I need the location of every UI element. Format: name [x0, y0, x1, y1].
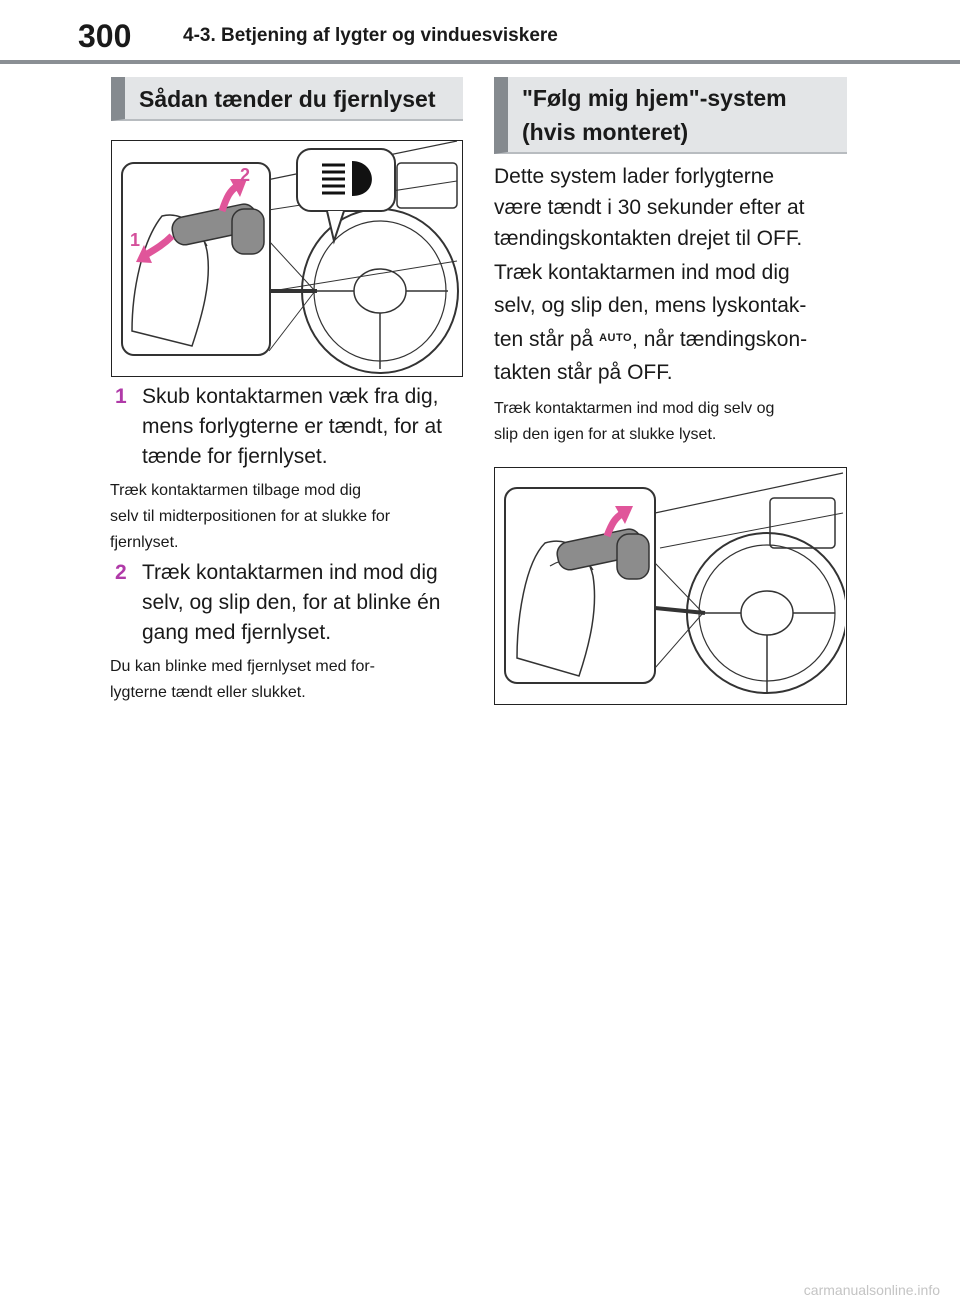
high-beam-diagram [112, 141, 461, 375]
paragraph-line: takten står på OFF. [494, 361, 673, 384]
note-line: Træk kontaktarmen ind mod dig selv og [494, 400, 775, 417]
follow-me-home-illustration [494, 467, 847, 705]
arrow-label-1: 1 [130, 230, 141, 250]
follow-me-home-diagram [495, 468, 845, 703]
section-title: 4-3. Betjening af lygter og vinduesviskere [183, 25, 558, 46]
paragraph-line: være tændt i 30 sekunder efter at [494, 196, 805, 219]
step-2-number: 2 [115, 561, 127, 584]
follow-me-home-description [494, 161, 854, 254]
step-1 [115, 382, 465, 474]
note-line: Du kan blinke med fjernlyset med for- [110, 658, 375, 675]
page-header [0, 0, 960, 62]
step-2 [115, 558, 465, 650]
note-turn-off-light [494, 396, 854, 448]
follow-me-home-instruction [494, 256, 854, 389]
note-line: selv til midterpositionen for at slukke for [110, 508, 391, 525]
text-fragment: , når tændingskon- [632, 328, 808, 351]
note-line: fjernlyset. [110, 534, 179, 551]
note-line: Træk kontaktarmen tilbage mod dig [110, 482, 362, 499]
step-1-number: 1 [115, 385, 127, 408]
step-1-line: mens forlygterne er tændt, for at [142, 415, 442, 438]
auto-position-icon: AUTO [599, 332, 633, 344]
paragraph-line [494, 322, 854, 356]
paragraph-line: Dette system lader forlygterne [494, 165, 775, 188]
left-heading-text: Sådan tænder du fjernlyset [139, 86, 436, 112]
text-fragment: ten står på [494, 328, 600, 351]
step-1-line: tænde for fjernlyset. [142, 445, 328, 468]
step-1-line: Skub kontaktarmen væk fra dig, [142, 385, 439, 408]
paragraph-line: Træk kontaktarmen ind mod dig [494, 261, 790, 284]
note-line: slip den igen for at slukke lyset. [494, 426, 717, 443]
step-2-line: gang med fjernlyset. [142, 621, 332, 644]
paragraph-line: tændingskontakten drejet til OFF. [494, 227, 803, 250]
right-section-heading [494, 77, 847, 154]
high-beam-indicator-callout [297, 149, 395, 211]
watermark: carmanualsonline.info [803, 1282, 940, 1298]
step-2-line: Træk kontaktarmen ind mod dig [142, 561, 438, 584]
right-heading-line: (hvis monteret) [522, 119, 689, 145]
note-turn-off-high-beam [110, 478, 465, 556]
left-section-heading [111, 77, 463, 121]
page-number: 300 [78, 18, 132, 54]
note-line: lygterne tændt eller slukket. [110, 684, 306, 701]
right-heading-line: "Følg mig hjem"-system [522, 85, 787, 111]
step-2-text [142, 558, 467, 648]
note-flash-high-beam [110, 654, 465, 706]
header-divider [0, 60, 960, 64]
arrow-label-2: 2 [240, 165, 251, 185]
step-2-line: selv, og slip den, for at blinke én [142, 591, 441, 614]
paragraph-line: selv, og slip den, mens lyskontak- [494, 294, 807, 317]
step-1-text [142, 382, 467, 472]
high-beam-illustration [111, 140, 463, 377]
